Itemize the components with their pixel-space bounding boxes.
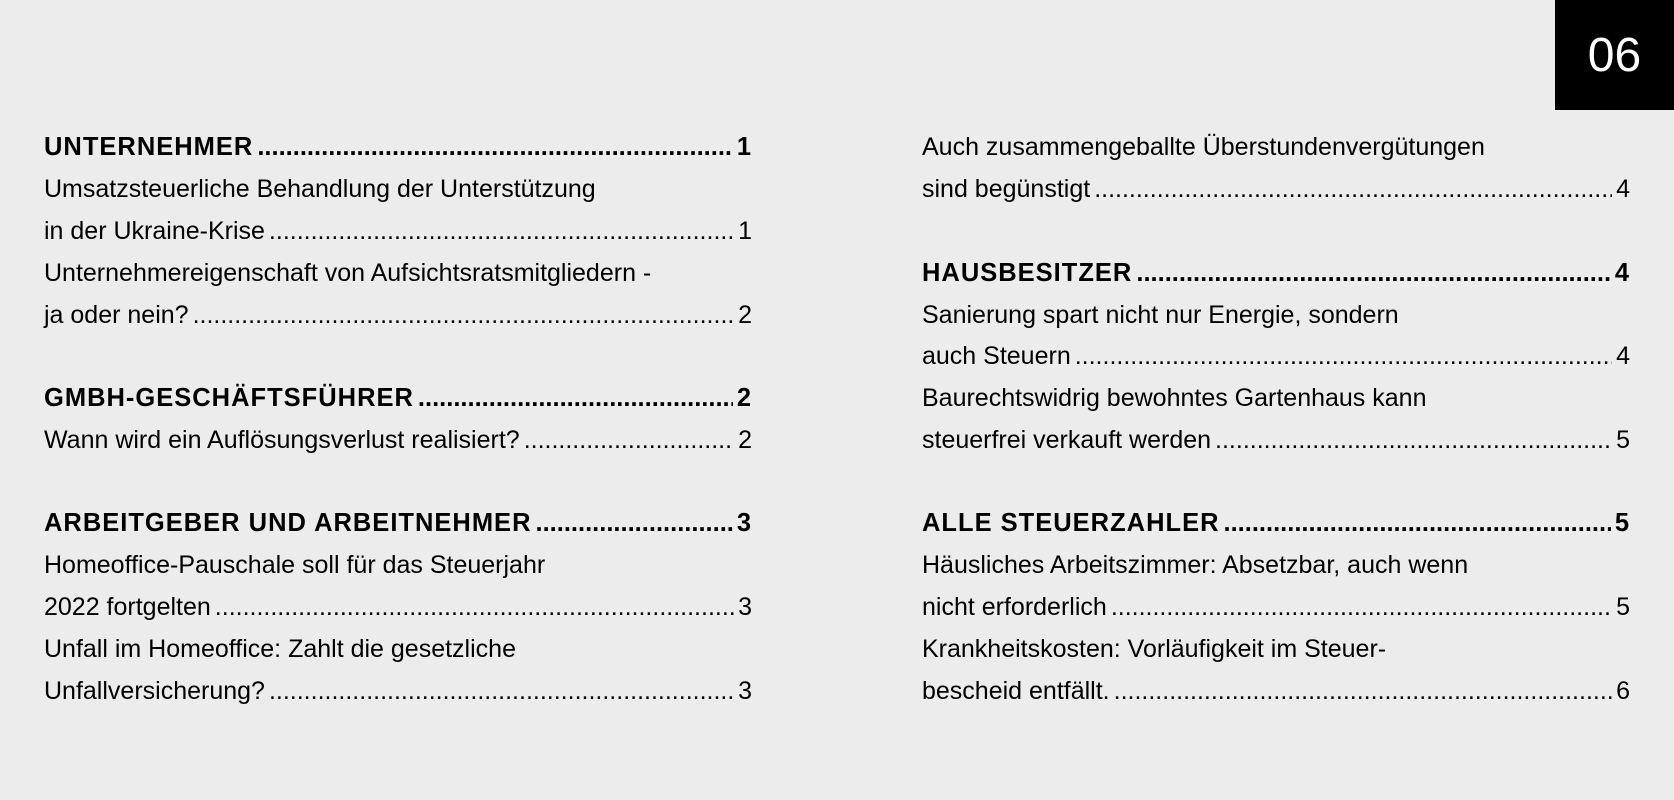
toc-entry-line (922, 420, 1630, 462)
toc-left-column (44, 127, 752, 712)
page-reference: 4 (1616, 342, 1630, 371)
page-reference: 2 (738, 425, 752, 454)
page-reference: 3 (738, 676, 752, 705)
toc-entry-line (922, 336, 1630, 378)
toc-entry-text-line (44, 252, 752, 294)
dot-leader (269, 219, 734, 244)
page-reference: 1 (738, 216, 752, 245)
entry-title: Auch zusammengeballte Überstundenvergütungen (922, 133, 1485, 162)
toc-section-heading (44, 503, 752, 545)
section-spacer (44, 336, 752, 378)
dot-leader (215, 595, 734, 620)
entry-title: ja oder nein? (44, 300, 189, 329)
dot-leader (1111, 595, 1612, 620)
page-reference: 2 (738, 300, 752, 329)
entry-title: Wann wird ein Auflösungsverlust realisiert? (44, 425, 520, 454)
toc-entry-line (44, 670, 752, 712)
entry-title: Baurechtswidrig bewohntes Gartenhaus kann (922, 384, 1427, 413)
toc-entry-line (44, 211, 752, 253)
toc-entry-text-line (922, 127, 1630, 169)
dot-leader (536, 511, 733, 537)
section-title: UNTERNEHMER (44, 133, 254, 162)
toc-right-column (922, 127, 1630, 712)
toc-entry-line (922, 169, 1630, 211)
toc-entry-line (44, 294, 752, 336)
section-title: ARBEITGEBER UND ARBEITNEHMER (44, 509, 532, 538)
dot-leader (418, 386, 733, 412)
toc-entry-text-line (922, 629, 1630, 671)
section-title: ALLE STEUERZAHLER (922, 509, 1220, 538)
section-spacer (922, 211, 1630, 253)
dot-leader (269, 679, 734, 704)
section-title: HAUSBESITZER (922, 258, 1133, 287)
dot-leader (524, 428, 734, 453)
toc-entry-text-line (44, 629, 752, 671)
page-reference: 3 (738, 593, 752, 622)
toc-entry-line (922, 670, 1630, 712)
dot-leader (1136, 261, 1610, 287)
entry-title: in der Ukraine-Krise (44, 216, 265, 245)
entry-title: auch Steuern (922, 342, 1071, 371)
entry-title: Unfall im Homeoffice: Zahlt die gesetzliche (44, 634, 516, 663)
entry-title: Sanierung spart nicht nur Energie, sondern (922, 300, 1399, 329)
dot-leader (1075, 344, 1612, 369)
toc-entry-text-line (922, 378, 1630, 420)
page-reference: 1 (736, 133, 752, 162)
entry-title: 2022 fortgelten (44, 593, 211, 622)
page-reference: 5 (1616, 593, 1630, 622)
toc-entry-text-line (922, 545, 1630, 587)
entry-title: nicht erforderlich (922, 593, 1107, 622)
toc-section-heading (922, 252, 1630, 294)
page-reference: 5 (1616, 425, 1630, 454)
entry-title: Unfallversicherung? (44, 676, 265, 705)
entry-title: Krankheitskosten: Vorläufigkeit im Steuer- (922, 634, 1387, 663)
toc-entry-line (44, 587, 752, 629)
toc-entry-text-line (44, 169, 752, 211)
page-number-badge: 06 (1555, 0, 1674, 110)
entry-title: sind begünstigt (922, 175, 1091, 204)
page-reference: 4 (1614, 258, 1630, 287)
page-reference: 3 (736, 509, 752, 538)
page-reference: 2 (736, 383, 752, 412)
toc-entry-text-line (44, 545, 752, 587)
page-reference: 6 (1616, 676, 1630, 705)
entry-title: steuerfrei verkauft werden (922, 425, 1212, 454)
entry-title: bescheid entfällt. (922, 676, 1110, 705)
toc-entry-line (922, 587, 1630, 629)
page-reference: 5 (1614, 509, 1630, 538)
toc-entry-line (44, 420, 752, 462)
toc-section-heading (44, 378, 752, 420)
entry-title: Häusliches Arbeitszimmer: Absetzbar, auch wenn (922, 551, 1469, 580)
toc-section-heading (922, 503, 1630, 545)
section-title: GMBH-GESCHÄFTSFÜHRER (44, 383, 414, 412)
dot-leader (1215, 428, 1612, 453)
toc-entry-text-line (922, 294, 1630, 336)
dot-leader (1094, 177, 1612, 202)
page-reference: 4 (1616, 175, 1630, 204)
toc-section-heading (44, 127, 752, 169)
dot-leader (1114, 679, 1612, 704)
dot-leader (193, 303, 735, 328)
entry-title: Unternehmereigenschaft von Aufsichtsratsmitgliedern - (44, 258, 652, 287)
dot-leader (257, 135, 732, 161)
section-spacer (44, 461, 752, 503)
entry-title: Umsatzsteuerliche Behandlung der Unterstützung (44, 175, 596, 204)
dot-leader (1224, 511, 1611, 537)
section-spacer (922, 461, 1630, 503)
entry-title: Homeoffice-Pauschale soll für das Steuerjahr (44, 551, 546, 580)
